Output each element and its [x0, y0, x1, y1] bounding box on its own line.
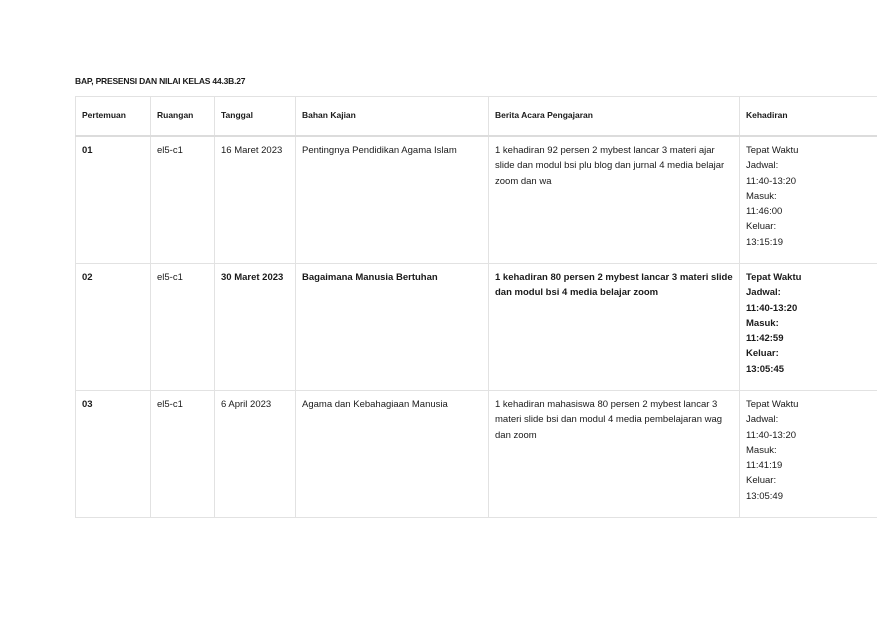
cell-tanggal: 30 Maret 2023 — [215, 264, 296, 391]
kehadiran-masuk-value: 11:41:19 — [746, 460, 783, 472]
header-ruangan: Ruangan — [151, 97, 215, 137]
kehadiran-keluar-value: 13:15:19 — [746, 236, 783, 248]
table-row — [76, 391, 877, 518]
kehadiran-masuk-label: Masuk: — [746, 444, 777, 456]
kehadiran-jadwal-value: 11:40-13:20 — [746, 429, 797, 441]
cell-tanggal: 6 April 2023 — [215, 391, 296, 518]
document-title: BAP, PRESENSI DAN NILAI KELAS 44.3B.27 — [75, 76, 246, 86]
kehadiran-masuk-value: 11:46:00 — [746, 206, 783, 218]
bap-table — [75, 96, 877, 518]
cell-ruangan: el5-c1 — [151, 391, 215, 518]
cell-ruangan: el5-c1 — [151, 136, 215, 264]
kehadiran-status: Tepat Waktu — [746, 272, 802, 283]
kehadiran-status: Tepat Waktu — [746, 145, 799, 156]
cell-bahan-kajian: Agama dan Kebahagiaan Manusia — [296, 391, 489, 518]
table-row — [76, 136, 877, 264]
kehadiran-status: Tepat Waktu — [746, 399, 799, 410]
kehadiran-keluar-value: 13:05:45 — [746, 363, 785, 375]
cell-kehadiran — [740, 391, 877, 518]
cell-pertemuan: 01 — [76, 136, 151, 264]
kehadiran-keluar-label: Keluar: — [746, 475, 777, 487]
header-bahan-kajian: Bahan Kajian — [296, 97, 489, 137]
header-tanggal: Tanggal — [215, 97, 296, 137]
kehadiran-masuk-label: Masuk: — [746, 317, 779, 329]
cell-berita-acara: 1 kehadiran mahasiswa 80 persen 2 mybest lancar 3 materi slide bsi dan modul 4 media pembelajaran wag dan zoom — [489, 391, 740, 518]
cell-berita-acara: 1 kehadiran 80 persen 2 mybest lancar 3 materi slide dan modul bsi 4 media belajar zoom — [489, 264, 740, 391]
kehadiran-jadwal-value: 11:40-13:20 — [746, 302, 798, 314]
table-header-row — [76, 97, 877, 137]
kehadiran-masuk-value: 11:42:59 — [746, 333, 784, 345]
cell-kehadiran — [740, 136, 877, 264]
cell-tanggal: 16 Maret 2023 — [215, 136, 296, 264]
kehadiran-jadwal-label: Jadwal: — [746, 287, 781, 299]
table-row — [76, 264, 877, 391]
header-kehadiran: Kehadiran — [740, 97, 877, 137]
kehadiran-jadwal-label: Jadwal: — [746, 160, 779, 172]
kehadiran-jadwal-value: 11:40-13:20 — [746, 175, 797, 187]
cell-bahan-kajian: Bagaimana Manusia Bertuhan — [296, 264, 489, 391]
cell-berita-acara: 1 kehadiran 92 persen 2 mybest lancar 3 materi ajar slide dan modul bsi plu blog dan jurnal 4 media belajar zoom dan wa — [489, 136, 740, 264]
header-pertemuan: Pertemuan — [76, 97, 151, 137]
cell-bahan-kajian: Pentingnya Pendidikan Agama Islam — [296, 136, 489, 264]
kehadiran-keluar-label: Keluar: — [746, 348, 779, 360]
kehadiran-jadwal-label: Jadwal: — [746, 414, 779, 426]
kehadiran-masuk-label: Masuk: — [746, 190, 777, 202]
header-berita-acara: Berita Acara Pengajaran — [489, 97, 740, 137]
cell-pertemuan: 02 — [76, 264, 151, 391]
cell-kehadiran — [740, 264, 877, 391]
cell-pertemuan: 03 — [76, 391, 151, 518]
kehadiran-keluar-label: Keluar: — [746, 221, 777, 233]
kehadiran-keluar-value: 13:05:49 — [746, 490, 783, 502]
cell-ruangan: el5-c1 — [151, 264, 215, 391]
